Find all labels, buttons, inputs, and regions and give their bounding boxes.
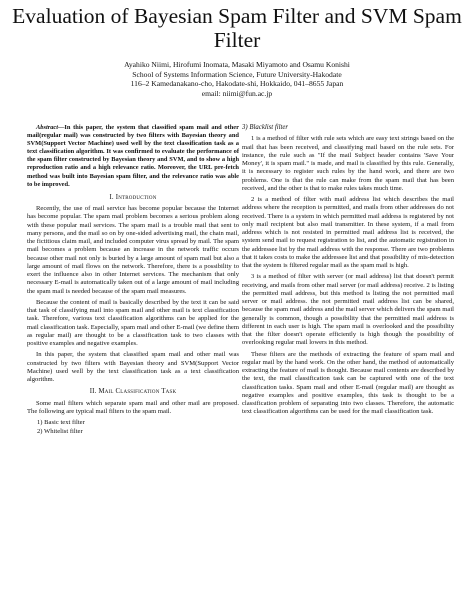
- section-heading-mail-classification: II. Mail Classification Task: [89, 388, 177, 396]
- body-paragraph: These filters are the methods of extracting the feature of spam mail and regular mail by the hand work. On the other hand, the method of automatically extracting the feature of mail is thought. Because mail contents are described by the text, the mail classification task can be captured with one of the text classification tasks. Spam mail and other E-mail (regular mail) are thought as negative examples and positive examples, this task is thought to be a classification problem of separating into two classes. Therefore, the automatic text classification algorithms can be used for the mail classification task.: [242, 350, 454, 416]
- intro-paragraph: In this paper, the system that classified spam mail and other mail was constructed by two filters with Bayesian theory and SVM(Support Vector Machine) used well by the text classification task as a text classification algorithm.: [27, 351, 239, 383]
- mail-intro-paragraph: Some mail filters which separate spam mail and other mail are proposed. The following are typical mail filters to the spam mail.: [27, 399, 239, 415]
- body-paragraph: 2 is a method of filter with mail address list which describes the mail address where the reception is permitted, and mails from other addresses do not received. There is a system in which permitted mail address is registered by not only mail recipient but also mail transmitter. In these system, if a mail from address which is not resisted in permitted mail address list is received, the system send mail to request registration to list, and the automatic registration in the addressee list by the mail address with the response. There are two problems that it takes costs to make the addressee list and that possibility of mis-detection that the system is filtered regular mail as the spam mail is high.: [242, 196, 454, 269]
- author-address: 116–2 Kamedanakano-cho, Hakodate-shi, Hokkaido, 041–8655 Japan: [130, 79, 344, 89]
- author-block: [0, 60, 474, 98]
- body-paragraph: 3 is a method of filter with server (or mail address) list that doesn't permit receiving, and mails from other mail server (or mail address) receive. 2 is listing the permitted mail address, but this method is listing the not permitted mail server or mail address. the not permitted mail address list can be shared, because the spam mail address and the mail server which delivers the spam mail generally is common, though a possibility that the permitted mail address is different in each user is high. The spam mail is overlooked and the possibility that the filter doesn't operate efficiently is high though the possibility of overlooking regular mail lowers in this method.: [242, 273, 454, 347]
- paper-title: Evaluation of Bayesian Spam Filter and SVM Spam Filter: [12, 4, 462, 52]
- filter-list: [27, 419, 239, 437]
- intro-paragraph: Because the content of mail is basically described by the text it can be said that task of classifying mail into spam mail and other mail is text classification task. Therefore, various text classification algorithms can be applied for the mail classification task. Especially, spam mail and other E-mail (we define them as regular mail) are thought to be a classification task to two classes with positive examples and negative examples.: [27, 298, 239, 347]
- intro-paragraph: Recently, the use of mail service has become popular because the Internet has become popular. The spam mail problem becomes a serious problem along with these popular mail services. The spam mail is a trouble mail that sent to many persons, and the mail so on by one-sided advertising mail, the chain mail, the fictitious claim mail, and included computer virus spread by mail. The spam mail becomes a problem because an increase in the network traffic occurs because other mail not only is buried by a large amount of spam mail but also a large amount of mail flows on the network. Therefore, there is a possibility to exert the influence also in other Internet services. The mechanism that only necessary E-mail is automatically taken out of a large amount of mail including the spam mail is needed because of the spam mail measures.: [27, 205, 239, 295]
- abstract-text: —In this paper, the system that classified spam mail and other mail(regular mail) was constructed by two filters with Bayesian theory and SVM(Support Vector Machine) used well by the text classification task as a text classification algorithm. It was confirmed to evaluate the performance of the spam filter constructed by Bayesian theory and SVM, and to show a high reproduction ratio and a high relevance ratio. Moreover, the URL pre-fetch method was built into Bayesian spam filter, and the relevance ratio was able to be improved.: [27, 124, 239, 188]
- author-names: Ayahiko Niimi, Hirofumi Inomata, Masaki Miyamoto and Osamu Konishi: [124, 60, 350, 69]
- right-column: [242, 124, 454, 420]
- list-item: 2) Whitelist filter: [37, 428, 83, 436]
- author-affiliation: School of Systems Information Science, Future University-Hakodate: [132, 69, 342, 79]
- left-column: [27, 124, 239, 438]
- body-paragraph: 1 is a method of filter with rule sets which are easy text strings based on the mail that has been received, and classifying mail based on the rule sets. For instance, the rule such as "If the mail Subject header contains 'Save Your Money', it is spam mail." is made, and mail is classified by this rule. Generally, it is necessary to register such rules by the hand work, and there are two problems. One is that the rule can make from the spam mail that has been received, and the other is that to make rules takes much time.: [242, 135, 454, 192]
- abstract: [27, 124, 239, 189]
- list-item: 1) Basic text filter: [37, 419, 85, 426]
- section-heading-introduction: I. Introduction: [109, 193, 157, 201]
- author-email: email: niimi@fun.ac.jp: [201, 88, 273, 98]
- subheading-blacklist-filter: 3) Blacklist filter: [242, 124, 289, 131]
- abstract-label: Abstract: [36, 124, 59, 131]
